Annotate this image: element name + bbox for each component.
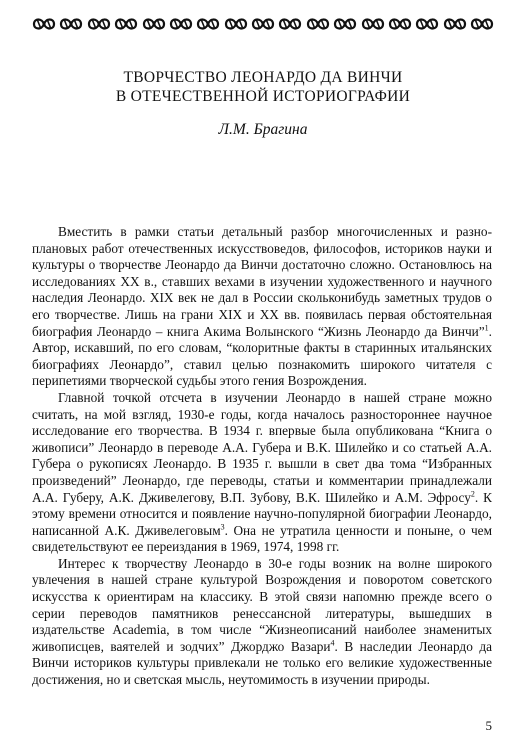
paragraph-text: . К этому времени относится и появление научно-популярной биографии Леонардо, написанной А.К. Дживелеговым — [32, 489, 492, 538]
decorative-knot-ornament-icon — [470, 16, 494, 32]
decorative-knot-ornament-icon — [114, 16, 138, 32]
decorative-knot-ornament-icon — [333, 16, 357, 32]
decorative-knot-ornament-icon — [169, 16, 193, 32]
decorative-knot-ornament-icon — [443, 16, 467, 32]
footnote-marker: 4 — [330, 638, 335, 648]
decorative-knot-ornament-icon — [224, 16, 248, 32]
paragraph-text: Главной точкой отсчета в изучении Леонардо в нашей стране можно считать, на мой взгляд, 1930-е годы, когда началось разностороннее научное исследование его творчества. В 1934 г. впервые была опубликована “Книга о живописи” Леонардо в переводе А.А. Губера и В.К. Шилейко и со статьей А.А. Губера о рукописях Леонардо. В 1935 г. вышли в свет два тома “Избранных произведений” Леонардо, где переводы, статьи и комментарии принадлежали А.А. Губеру, А.К. Дживелегову, В.П. Зубову, В.К. Шилейко и А.М. Эфросу — [32, 389, 492, 505]
decorative-knot-ornament-icon — [32, 16, 56, 32]
title-line-1: ТВОРЧЕСТВО ЛЕОНАРДО ДА ВИНЧИ — [123, 69, 403, 86]
article-title — [0, 68, 526, 106]
body-paragraph — [32, 390, 492, 556]
paragraph-text: Вместить в рамки статьи детальный разбор многочисленных и разноплановых работ отечественных искусствоведов, философов, историков науки и культуры о творчестве Леонардо да Винчи достаточно сложно. Остановлюсь на исследованиях XX в., ставших вехами в изучении художественного и научного наследия Леонардо. XIX век не дал в России скольконибудь заметных трудов о его творчестве. Лишь на грани XIX и XX вв. появилась первая обстоятельная биография Леонардо – книга Акима Волынского “Жизнь Леонардо да Винчи” — [32, 224, 492, 339]
decorative-knot-ornament-icon — [59, 16, 83, 32]
footnote-marker: 3 — [220, 522, 225, 532]
paragraph-text: . В наследии Леонардо да Винчи историков культуры привлекали не только его великие художественные достижения, но и светская мысль, неутомимость в изучении природы. — [32, 638, 492, 688]
body-paragraph — [32, 224, 492, 390]
decorative-knot-ornament-icon — [196, 16, 220, 32]
decorative-knot-ornament-icon — [361, 16, 385, 32]
footnote-marker: 1 — [484, 323, 489, 333]
decorative-knot-ornament-icon — [251, 16, 275, 32]
decorative-knot-ornament-icon — [415, 16, 439, 32]
decorative-knot-ornament-icon — [142, 16, 166, 32]
footnote-marker: 2 — [470, 489, 475, 499]
title-line-2: В ОТЕЧЕСТВЕННОЙ ИСТОРИОГРАФИИ — [115, 88, 411, 105]
decorative-knot-ornament-icon — [87, 16, 111, 32]
decorative-knot-ornament-icon — [278, 16, 302, 32]
decorative-knot-ornament-icon — [388, 16, 412, 32]
paragraph-text: . Она не утратила ценности и поныне, о чем свидетельствуют ее переиздания в 1969, 1974, 1998 гг. — [32, 522, 492, 555]
author-name: Л.М. Брагина — [218, 121, 308, 138]
paragraph-text: Интерес к творчеству Леонардо в 30-е годы возник на волне широкого увлечения в нашей стране культурой Возрождения и поворотом советского искусства к ориентирам на классику. В этой связи напомню прежде всего о серии переводов памятников ренессансной литературы, вышедших в издательстве Academia, в том числе “Жизнеописаний наиболее знаменитых живописцев, ваятелей и зодчих” Джорджо Вазари — [32, 555, 492, 654]
header-ornament-band — [32, 14, 494, 34]
decorative-knot-ornament-icon — [306, 16, 330, 32]
body-paragraph — [32, 556, 492, 689]
paragraph-text: . Автор, искавший, по его словам, “колоритные факты в старинных итальянских биографиях Леонардо”, ставил целью познакомить широкого читателя с перипетиями творческой судьбы этого гения Возрождения. — [32, 323, 492, 389]
article-body — [32, 224, 492, 689]
page-number: 5 — [485, 718, 492, 733]
